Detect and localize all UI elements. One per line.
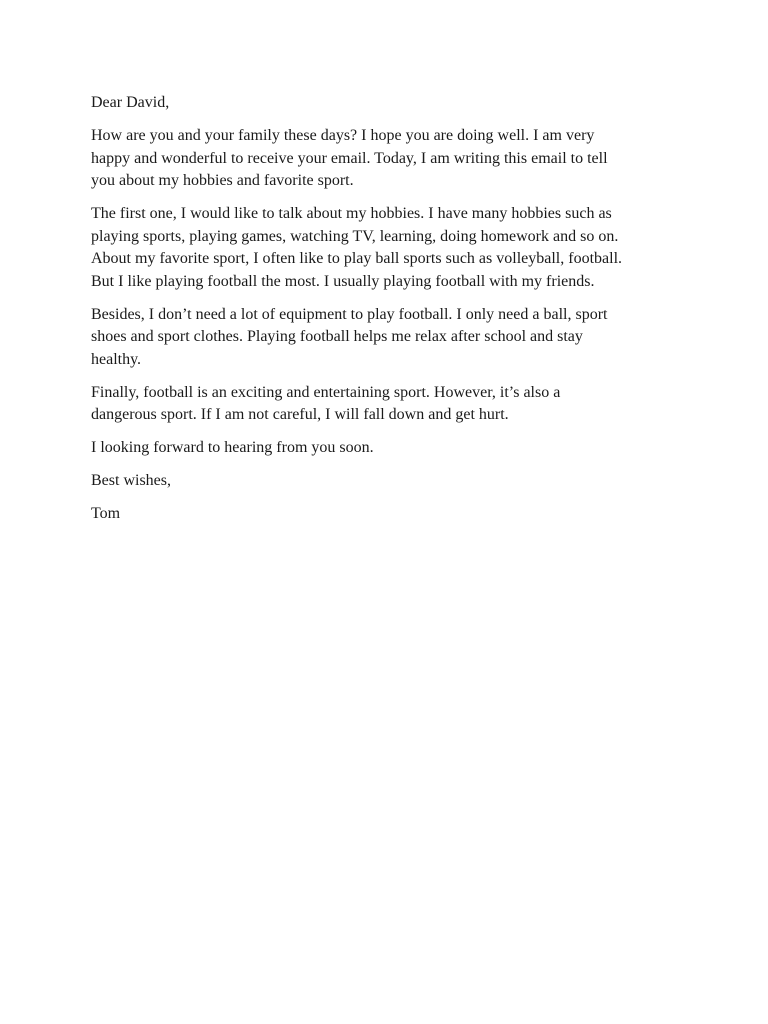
paragraph-looking-forward (91, 437, 691, 460)
paragraph-line: I looking forward to hearing from you soon. (91, 439, 374, 456)
paragraph-line: playing sports, playing games, watching TV, learning, doing homework and so on. (91, 227, 619, 245)
paragraph-line: Besides, I don’t need a lot of equipment to play football. I only need a ball, sport (91, 305, 608, 323)
closing: Best wishes, (91, 472, 171, 489)
paragraph-line: The first one, I would like to talk about my hobbies. I have many hobbies such as (91, 205, 612, 222)
paragraph-line: Finally, football is an exciting and entertaining sport. However, it’s also a (91, 383, 561, 401)
paragraph-line: healthy. (91, 350, 142, 368)
paragraph-line: shoes and sport clothes. Playing football helps me relax after school and stay (91, 328, 583, 345)
paragraph-line: How are you and your family these days? I hope you are doing well. I am very (91, 127, 595, 144)
paragraph-equipment (91, 304, 691, 372)
paragraph-hobbies (91, 203, 691, 293)
signature: Tom (91, 505, 121, 522)
paragraph-line: happy and wonderful to receive your email. Today, I am writing this email to tell (91, 149, 608, 167)
salutation: Dear David, (91, 94, 170, 111)
paragraph-line: you about my hobbies and favorite sport. (91, 172, 354, 189)
paragraph-finally (91, 382, 691, 427)
letter-body (91, 92, 691, 536)
paragraph-line: dangerous sport. If I am not careful, I will fall down and get hurt. (91, 406, 509, 423)
paragraph-line: But I like playing football the most. I usually playing football with my friends. (91, 272, 595, 290)
paragraph-greeting (91, 125, 691, 193)
paragraph-line: About my favorite sport, I often like to play ball sports such as volleyball, football. (91, 250, 623, 267)
